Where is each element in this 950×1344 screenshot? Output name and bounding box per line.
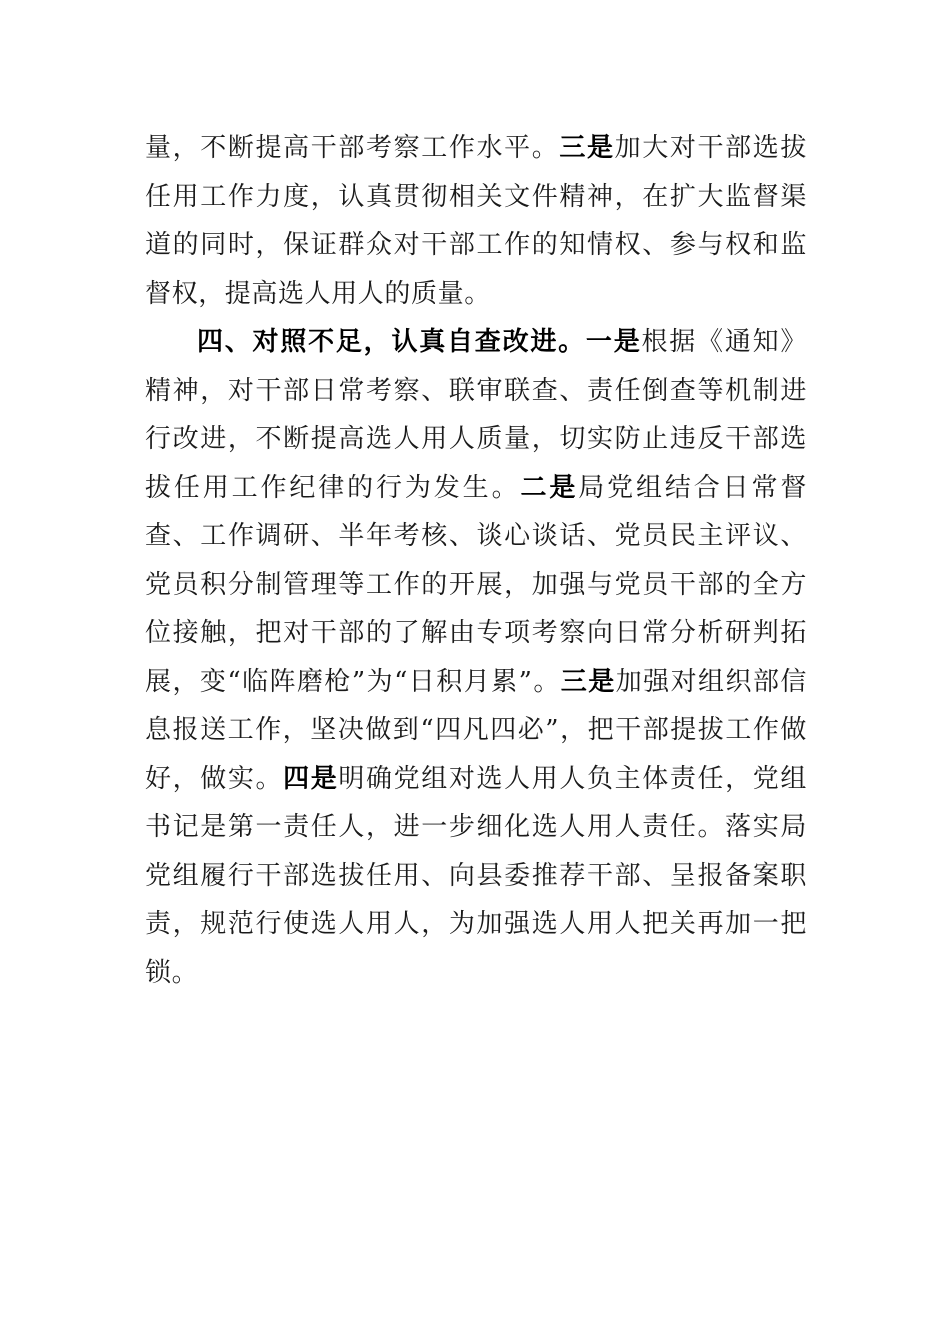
text-segment: 局党组结合日常督查、工作调研、半年考核、谈心谈话、党员民主评议、党员积分制管理等工作的开展，加强与党员干部的全方位接触，把对干部的了解由专项考察向日常分析研判拓展，变“临阵磨枪”为“日积月累”。 (145, 472, 807, 697)
text-segment: 加大对干部选拔任用工作力度，认真贯彻相关文件精神，在扩大监督渠道的同时，保证群众对干部工作的知情权、参与权和监督权，提高选人用人的质量。 (145, 133, 808, 309)
section-heading: 四、对照不足，认真自查改进。 (197, 327, 586, 357)
text-segment: 量，不断提高干部考察工作水平。 (145, 133, 560, 163)
paragraph-2 (145, 318, 807, 997)
body-text (145, 124, 807, 997)
bold-marker-san-shi: 三是 (560, 666, 616, 697)
bold-marker-si-shi: 四是 (283, 763, 339, 794)
paragraph-1 (145, 124, 807, 318)
bold-marker-yi-shi: 一是 (585, 327, 642, 357)
text-segment: 根据《通知》精神，对干部日常考察、联审联查、责任倒查等机制进行改进，不断提高选人用人质量，切实防止违反干部选拔任用工作纪律的行为发生。 (145, 327, 807, 503)
text-segment: 加强对组织部信息报送工作，坚决做到“四凡四必”，把干部提拔工作做好，做实。 (145, 666, 807, 794)
text-segment: 明确党组对选人用人负主体责任，党组书记是第一责任人，进一步细化选人用人责任。落实局党组履行干部选拔任用、向县委推荐干部、呈报备案职责，规范行使选人用人，为加强选人用人把关再加一把锁。 (145, 763, 808, 988)
bold-marker-er-shi: 二是 (520, 472, 579, 503)
bold-marker-san-shi: 三是 (559, 133, 615, 163)
